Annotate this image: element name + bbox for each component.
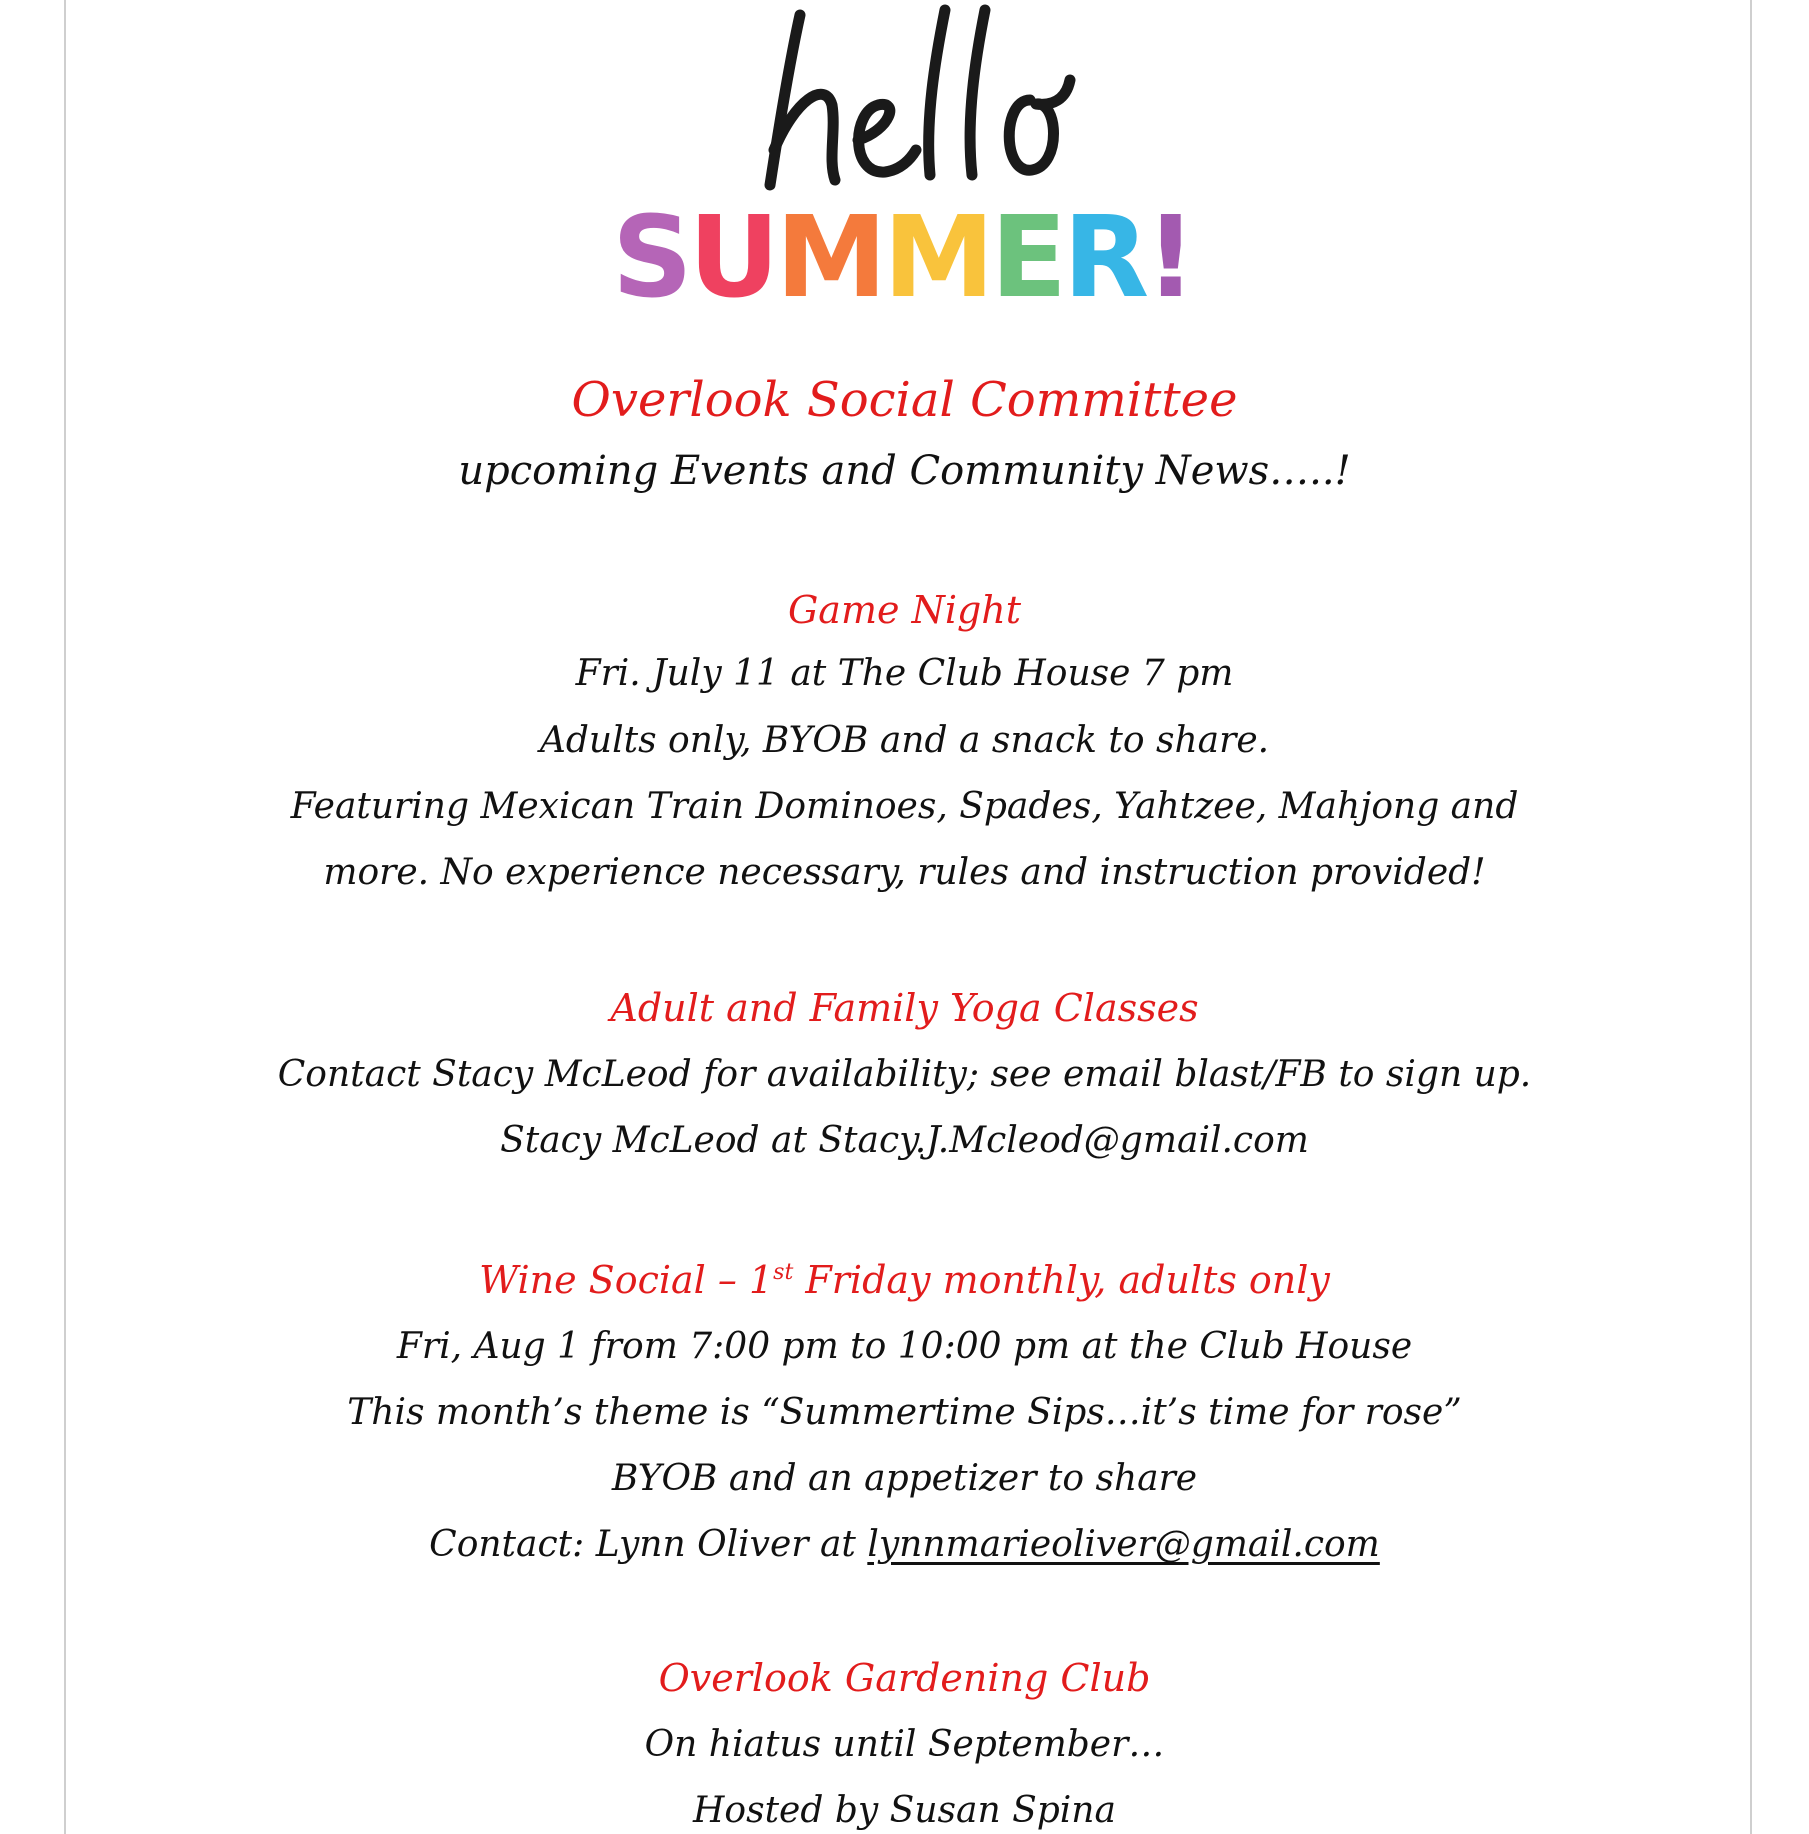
summer-letter: R: [1063, 193, 1146, 323]
wine-social-theme: This month’s theme is “Summertime Sips…it’s time for rose”: [347, 1392, 1462, 1433]
page-title: Overlook Social Committee: [571, 372, 1238, 428]
summer-letter: M: [883, 193, 991, 323]
summer-lettering: [612, 193, 1212, 323]
summer-letter: M: [775, 193, 884, 323]
game-night-instructions: more. No experience necessary, rules and instruction provided!: [323, 852, 1486, 893]
game-night-date: Fri. July 11 at The Club House 7 pm: [575, 653, 1234, 694]
yoga-contact: Contact Stacy McLeod for availability; see email blast/FB to sign up.: [277, 1054, 1532, 1095]
wine-social-heading-ordinal: st: [773, 1260, 794, 1285]
game-night-heading: Game Night: [787, 588, 1022, 632]
yoga-email: Stacy McLeod at Stacy.J.Mcleod@gmail.com: [500, 1120, 1309, 1161]
gardening-heading: Overlook Gardening Club: [658, 1656, 1151, 1700]
wine-social-byob: BYOB and an appetizer to share: [611, 1458, 1198, 1499]
wine-social-contact: [0, 1524, 1809, 1565]
yoga-heading: Adult and Family Yoga Classes: [610, 986, 1199, 1030]
summer-letter: E: [990, 193, 1064, 323]
summer-letter: !: [1145, 193, 1193, 323]
page-subtitle: upcoming Events and Community News…..!: [458, 448, 1351, 494]
wine-social-heading-rest: Friday monthly, adults only: [793, 1258, 1330, 1302]
hello-script-lettering: [740, 0, 1080, 200]
wine-social-date: Fri, Aug 1 from 7:00 pm to 10:00 pm at the Club House: [396, 1326, 1413, 1367]
wine-social-heading: [0, 1258, 1809, 1302]
wine-social-email-link[interactable]: lynnmarieoliver@gmail.com: [867, 1524, 1380, 1565]
hello-summer-logo: [0, 0, 1809, 323]
summer-letter: S: [612, 193, 689, 323]
gardening-host: Hosted by Susan Spina: [693, 1790, 1116, 1831]
wine-social-heading-text: Wine Social – 1: [479, 1258, 774, 1302]
game-night-details: Adults only, BYOB and a snack to share.: [539, 720, 1270, 761]
wine-social-contact-label: Contact: Lynn Oliver at: [429, 1524, 868, 1565]
summer-letter: U: [688, 193, 776, 323]
gardening-status: On hiatus until September…: [644, 1724, 1165, 1765]
game-night-games: Featuring Mexican Train Dominoes, Spades, Yahtzee, Mahjong and: [290, 786, 1519, 827]
